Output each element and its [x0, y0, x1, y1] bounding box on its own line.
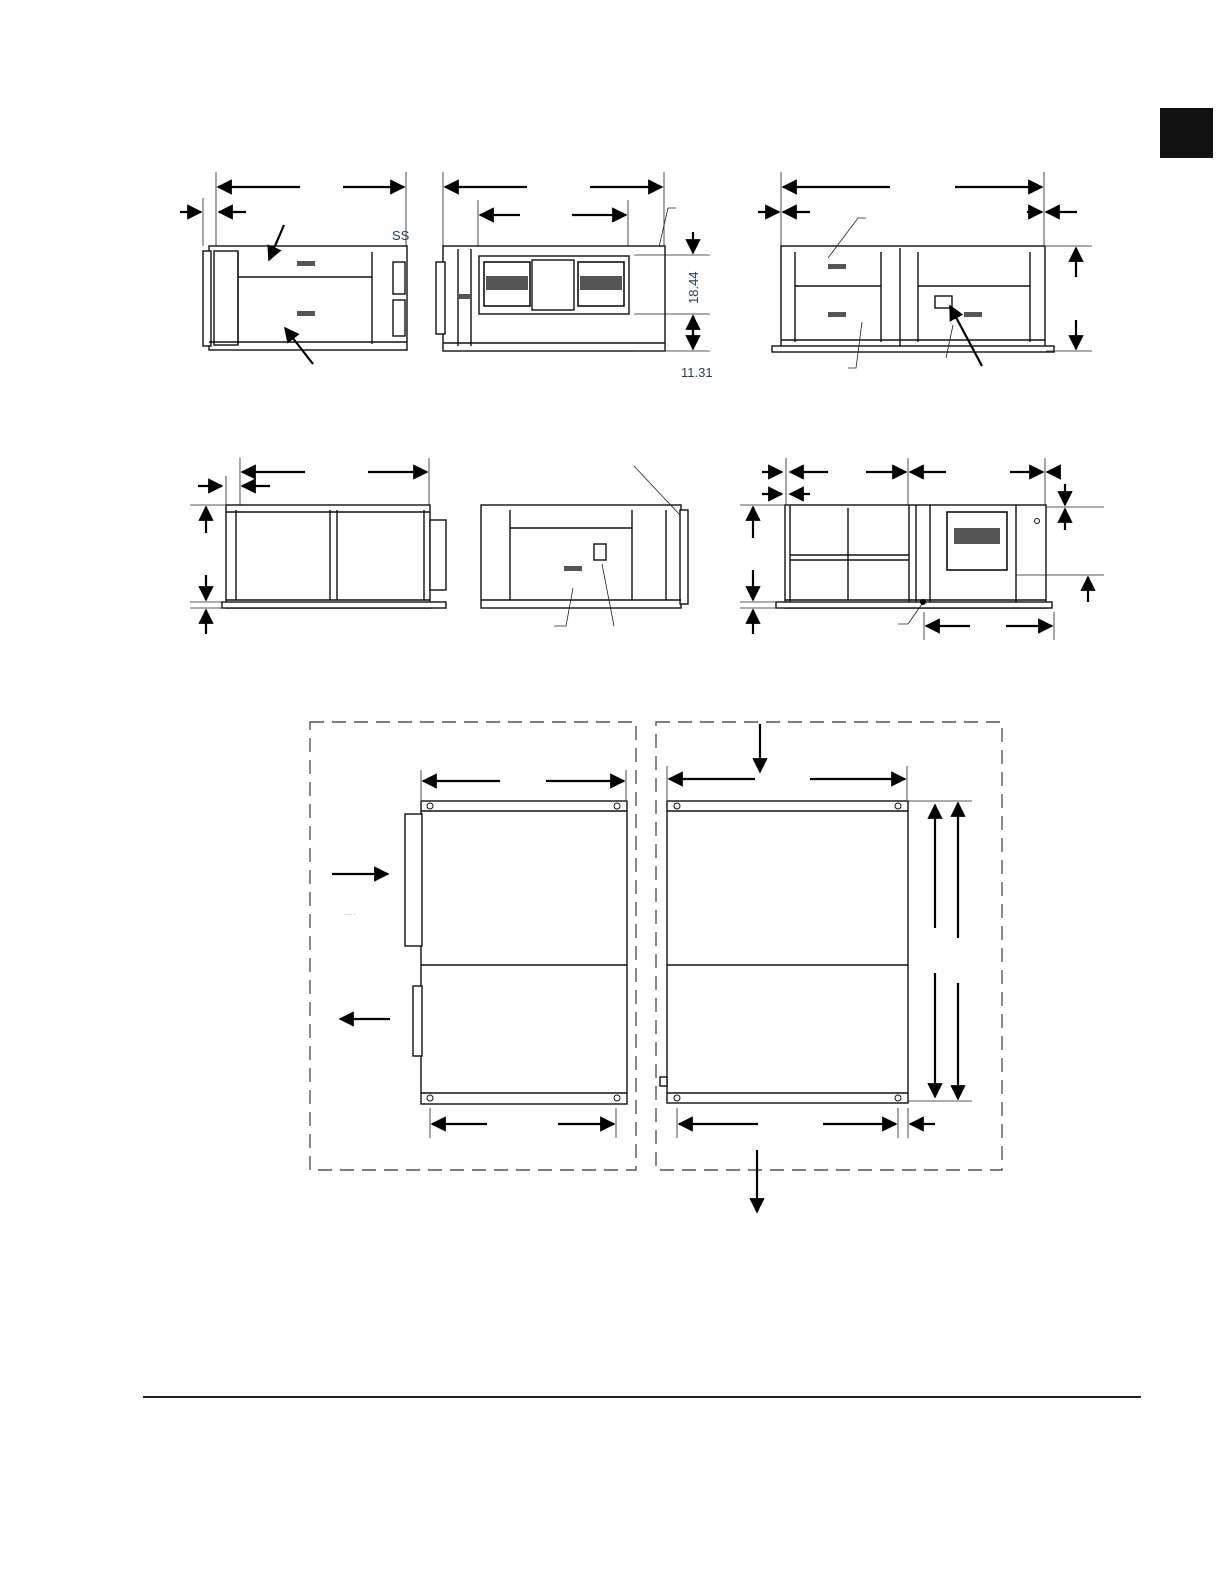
elevation-view-1 [180, 172, 410, 364]
plan-view-right [656, 722, 1002, 1212]
elevation-view-4 [190, 458, 446, 634]
footer-rule [143, 1396, 1141, 1398]
dimension-18-44: 18.44 [686, 271, 701, 304]
ss-marker: SS [392, 228, 410, 243]
elevation-view-3 [758, 172, 1092, 368]
plan-view-left [310, 722, 636, 1170]
elevation-view-5 [481, 466, 688, 626]
dimension-11-31: 11.31 [681, 365, 713, 380]
elevation-view-2 [436, 172, 713, 380]
elevation-view-6 [740, 458, 1104, 640]
plan-note-dots: · ··· · [344, 912, 356, 918]
